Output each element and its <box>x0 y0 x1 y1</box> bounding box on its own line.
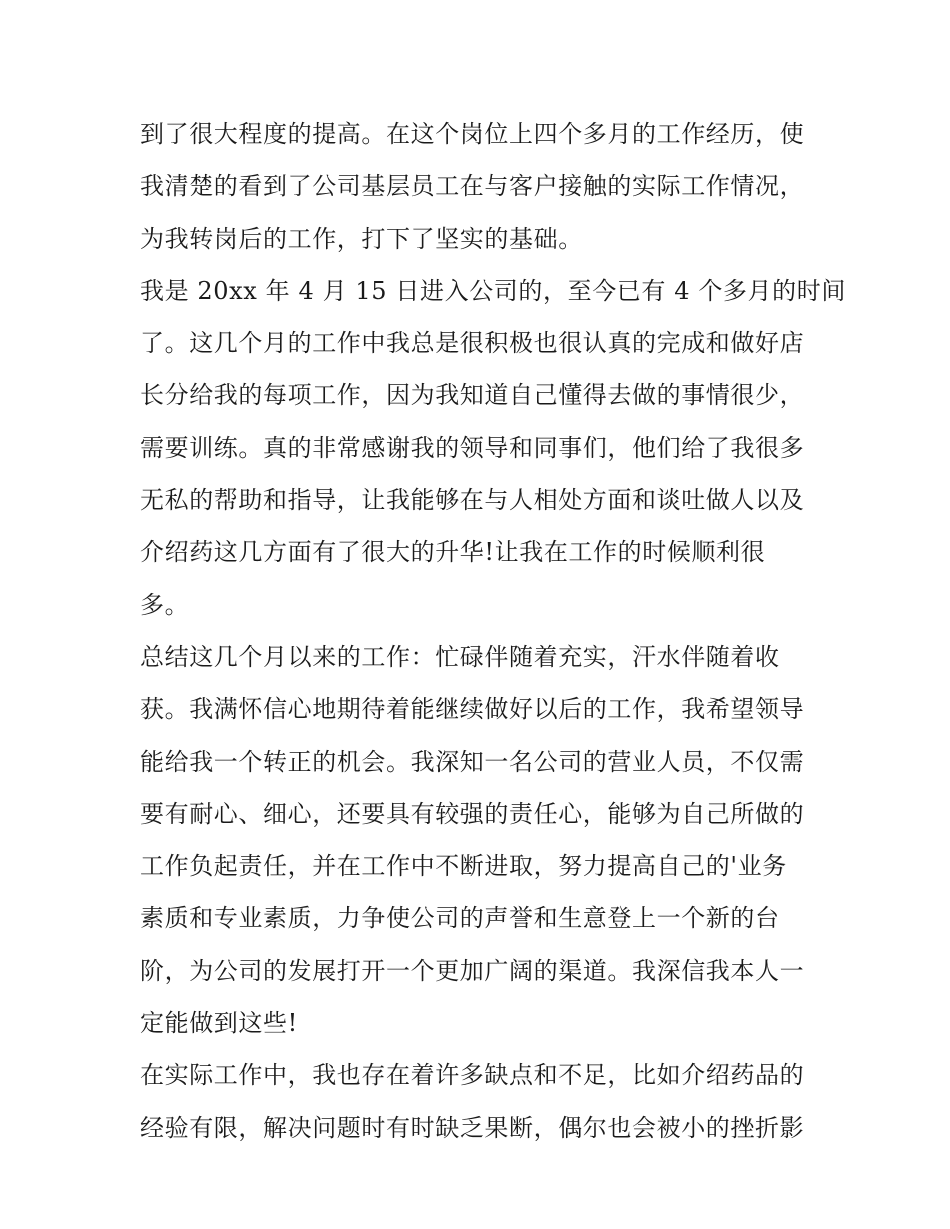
text-line: 能给我一个转正的机会。我深知一名公司的营业人员，不仅需 <box>140 747 805 776</box>
text-line: 要有耐心、细心，还要具有较强的责任心，能够为自己所做的 <box>140 799 805 828</box>
text-line: 经验有限，解决问题时有时缺乏果断，偶尔也会被小的挫折影 <box>140 1113 805 1142</box>
text-line: 无私的帮助和指导，让我能够在与人相处方面和谈吐做人以及 <box>140 486 805 515</box>
text-line: 了。这几个月的工作中我总是很积极也很认真的完成和做好店 <box>140 329 805 358</box>
text-line: 阶，为公司的发展打开一个更加广阔的渠道。我深信我本人一 <box>140 956 805 985</box>
text-line: 获。我满怀信心地期待着能继续做好以后的工作，我希望领导 <box>140 695 805 724</box>
text-line: 我是 20xx 年 4 月 15 日进入公司的，至今已有 4 个多月的时间 <box>140 276 846 305</box>
text-line: 需要训练。真的非常感谢我的领导和同事们，他们给了我很多 <box>140 433 805 462</box>
text-line: 素质和专业素质，力争使公司的声誉和生意登上一个新的台 <box>140 904 780 933</box>
text-line: 总结这几个月以来的工作：忙碌伴随着充实，汗水伴随着收 <box>140 642 780 671</box>
text-line: 为我转岗后的工作，打下了坚实的基础。 <box>140 224 583 253</box>
text-line: 我清楚的看到了公司基层员工在与客户接触的实际工作情况， <box>140 172 805 201</box>
text-line: 工作负起责任，并在工作中不断进取，努力提高自己的'业务 <box>140 852 787 881</box>
text-line: 定能做到这些! <box>140 1009 298 1038</box>
text-line: 多。 <box>140 590 190 619</box>
document-body <box>140 108 846 1154</box>
text-line: 到了很大程度的提高。在这个岗位上四个多月的工作经历，使 <box>140 120 805 148</box>
text-line: 在实际工作中，我也存在着许多缺点和不足，比如介绍药品的 <box>140 1061 805 1090</box>
text-line: 长分给我的每项工作，因为我知道自己懂得去做的事情很少， <box>140 381 805 410</box>
text-line: 介绍药这几方面有了很大的升华!让我在工作的时候顺利很 <box>140 538 766 567</box>
